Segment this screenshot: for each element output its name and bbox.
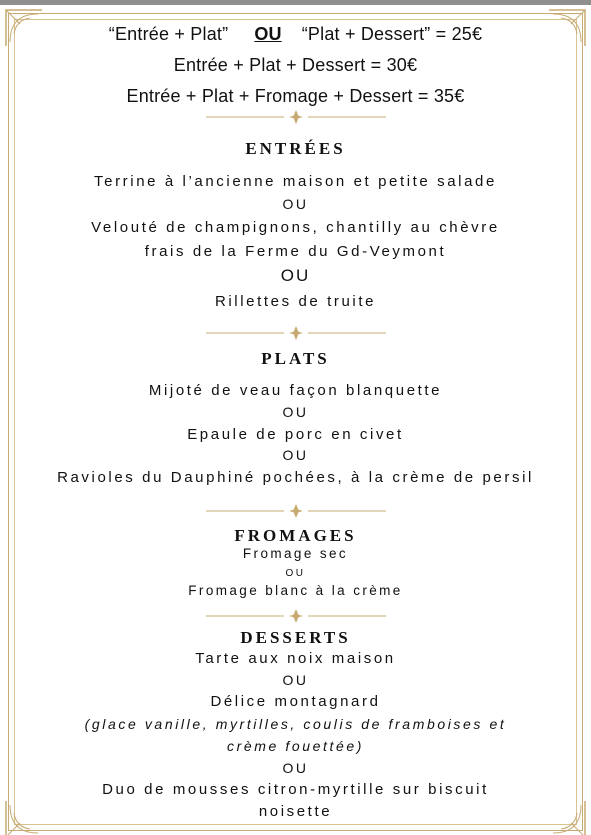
entree-item-3: Rillettes de truite <box>214 293 377 310</box>
section-heading-plats: PLATS <box>261 349 330 368</box>
fromage-or-1: OU <box>285 568 306 579</box>
entree-item-1: Terrine à l’ancienne maison et petite salade <box>94 173 497 190</box>
price-or: OU <box>254 24 282 44</box>
divider-ornament <box>0 326 591 340</box>
dessert-item-3-line-2: noisette <box>258 803 333 820</box>
price-plat-dessert: “Plat + Dessert” = 25€ <box>301 24 483 44</box>
divider-ornament <box>0 609 591 623</box>
entree-or-2: OU <box>280 266 311 285</box>
section-heading-fromages: FROMAGES <box>234 526 357 545</box>
price-line-3: Entrée + Plat + Fromage + Dessert = 35€ <box>126 86 465 106</box>
dessert-or-1: OU <box>282 672 309 688</box>
divider-ornament <box>0 504 591 518</box>
price-entree-plat: “Entrée + Plat” <box>108 24 229 44</box>
divider-ornament <box>0 110 591 124</box>
dessert-item-2-description-line-1: (glace vanille, myrtilles, coulis de framboises et <box>84 716 507 732</box>
dessert-item-2: Délice montagnard <box>210 693 381 710</box>
dessert-item-3-line-1: Duo de mousses citron-myrtille sur biscuit <box>102 781 489 798</box>
price-line-1 <box>0 24 591 45</box>
section-heading-desserts: DESSERTS <box>240 628 351 647</box>
fromage-item-2: Fromage blanc à la crème <box>188 583 403 598</box>
plat-item-2: Epaule de porc en civet <box>187 426 404 443</box>
section-heading-entrees: ENTRÉES <box>245 139 346 158</box>
dessert-or-2: OU <box>282 760 309 776</box>
plat-or-2: OU <box>282 447 309 463</box>
plat-item-3: Ravioles du Dauphiné pochées, à la crème de persil <box>57 469 534 486</box>
entree-item-2-line-1: Velouté de champignons, chantilly au chèvre <box>91 219 500 236</box>
plat-or-1: OU <box>282 404 309 420</box>
dessert-item-2-description-line-2: crème fouettée) <box>226 738 365 754</box>
dessert-item-1: Tarte aux noix maison <box>195 650 396 667</box>
top-bar <box>0 0 591 5</box>
fromage-item-1: Fromage sec <box>242 546 349 561</box>
entree-item-2-line-2: frais de la Ferme du Gd-Veymont <box>144 243 447 260</box>
entree-or-1: OU <box>282 196 309 212</box>
price-line-2: Entrée + Plat + Dessert = 30€ <box>173 55 418 75</box>
plat-item-1: Mijoté de veau façon blanquette <box>148 382 443 399</box>
